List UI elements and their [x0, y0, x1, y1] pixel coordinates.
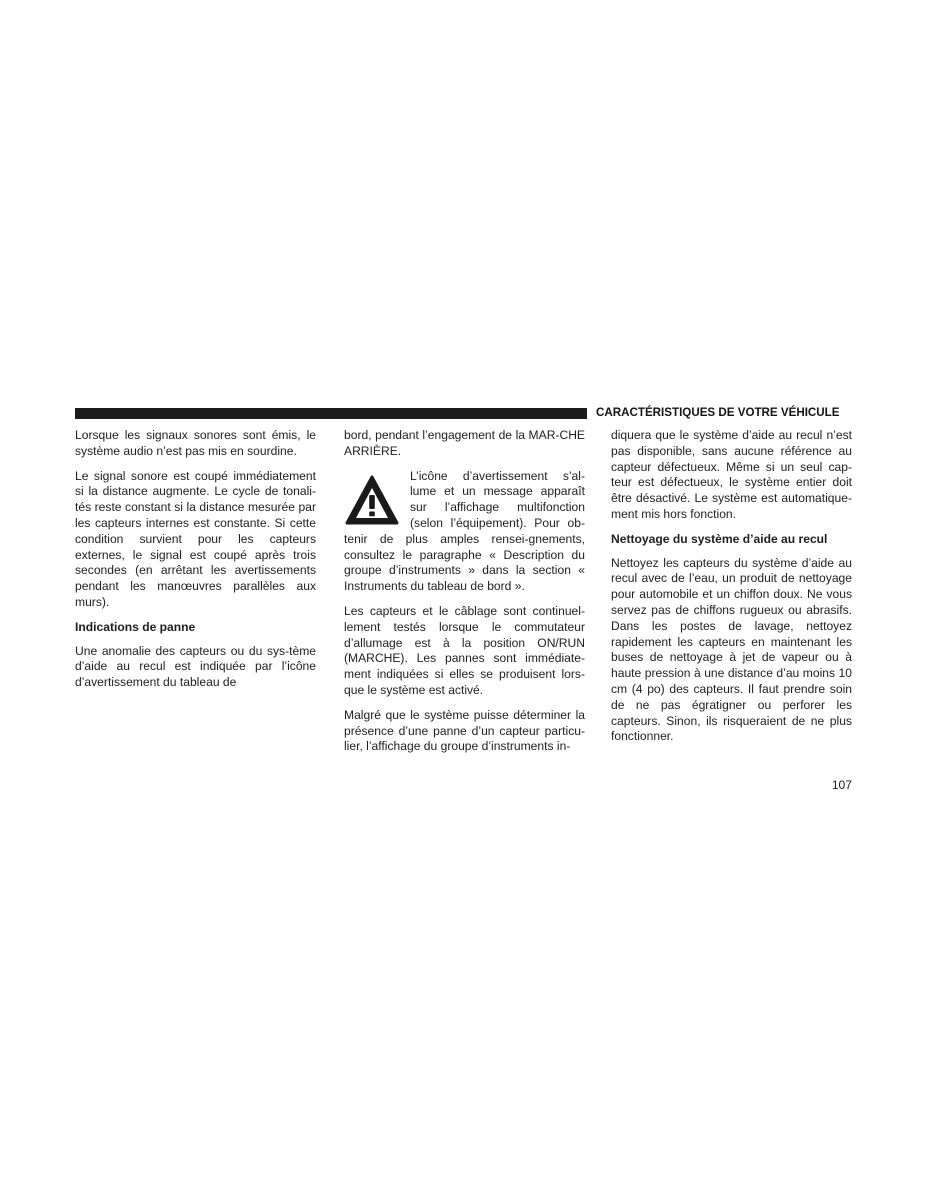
section-title: CARACTÉRISTIQUES DE VOTRE VÉHICULE [596, 406, 840, 419]
column-left [75, 428, 316, 700]
warning-block [344, 469, 585, 595]
paragraph: Les capteurs et le câblage sont continuel-lement testés lorsque le commutateur d’allumage est à la position ON/RUN (MARCHE). Les pannes sont immédiate-ment indiquées si elles se produisent lors-que le système est activé. [344, 603, 585, 697]
paragraph: L’icône d’avertissement s’al-lume et un message apparaît sur l’affichage multifonction (selon l’équipement). Pour ob-tenir de plus amples rensei-gnements, consultez le paragraphe « Description du groupe d’instruments » dans la section « Instruments du tableau de bord ». [344, 468, 585, 594]
column-middle [344, 428, 585, 764]
paragraph: Malgré que le système puisse déterminer la présence d’une panne d’un capteur particu-lier, l’affichage du groupe d’instruments in- [344, 707, 585, 754]
paragraph: Lorsque les signaux sonores sont émis, le système audio n’est pas mis en sourdine. [75, 428, 316, 458]
warning-triangle-icon [344, 473, 400, 529]
paragraph: diquera que le système d’aide au recul n’est pas disponible, sans aucune référence au capteur défectueux. Même si un seul cap-teur est défectueux, le système entier doit être désactivé. Le système est automatique-ment mis hors fonction. [611, 428, 852, 521]
paragraph: bord, pendant l’engagement de la MAR-CHE ARRIÈRE. [344, 428, 585, 458]
paragraph: Le signal sonore est coupé immédiatement si la distance augmente. Le cycle de tonali-tés reste constant si la distance mesurée par les capteurs internes est constante. Si cette condition survient pour les capteurs externes, le signal est coupé après trois secondes (en arrêtant les avertissements pendant les manœuvres parallèles aux murs). [75, 468, 316, 609]
heading-nettoyage: Nettoyage du système d’aide au recul [611, 531, 828, 546]
paragraph: Nettoyez les capteurs du système d’aide au recul avec de l’eau, un produit de nettoyage pour automobile et un chiffon doux. Ne vous servez pas de chiffons rugueux ou abrasifs. Dans les postes de lavage, nettoyez rapidement les capteurs en maintenant les buses de nettoyage à jet de vapeur ou à haute pression à une distance d’au moins 10 cm (4 po) des capteurs. Il faut prendre soin de ne pas égratigner ou perforer les capteurs. Sinon, ils risqueraient de ne plus fonctionner. [611, 555, 852, 744]
paragraph: Une anomalie des capteurs ou du sys-tème d’aide au recul est indiquée par l’icône d’avertissement du tableau de [75, 643, 316, 690]
section-header-bar [75, 408, 587, 419]
page-number: 107 [831, 778, 852, 792]
column-right [611, 428, 852, 754]
heading-indications-de-panne: Indications de panne [75, 619, 196, 634]
